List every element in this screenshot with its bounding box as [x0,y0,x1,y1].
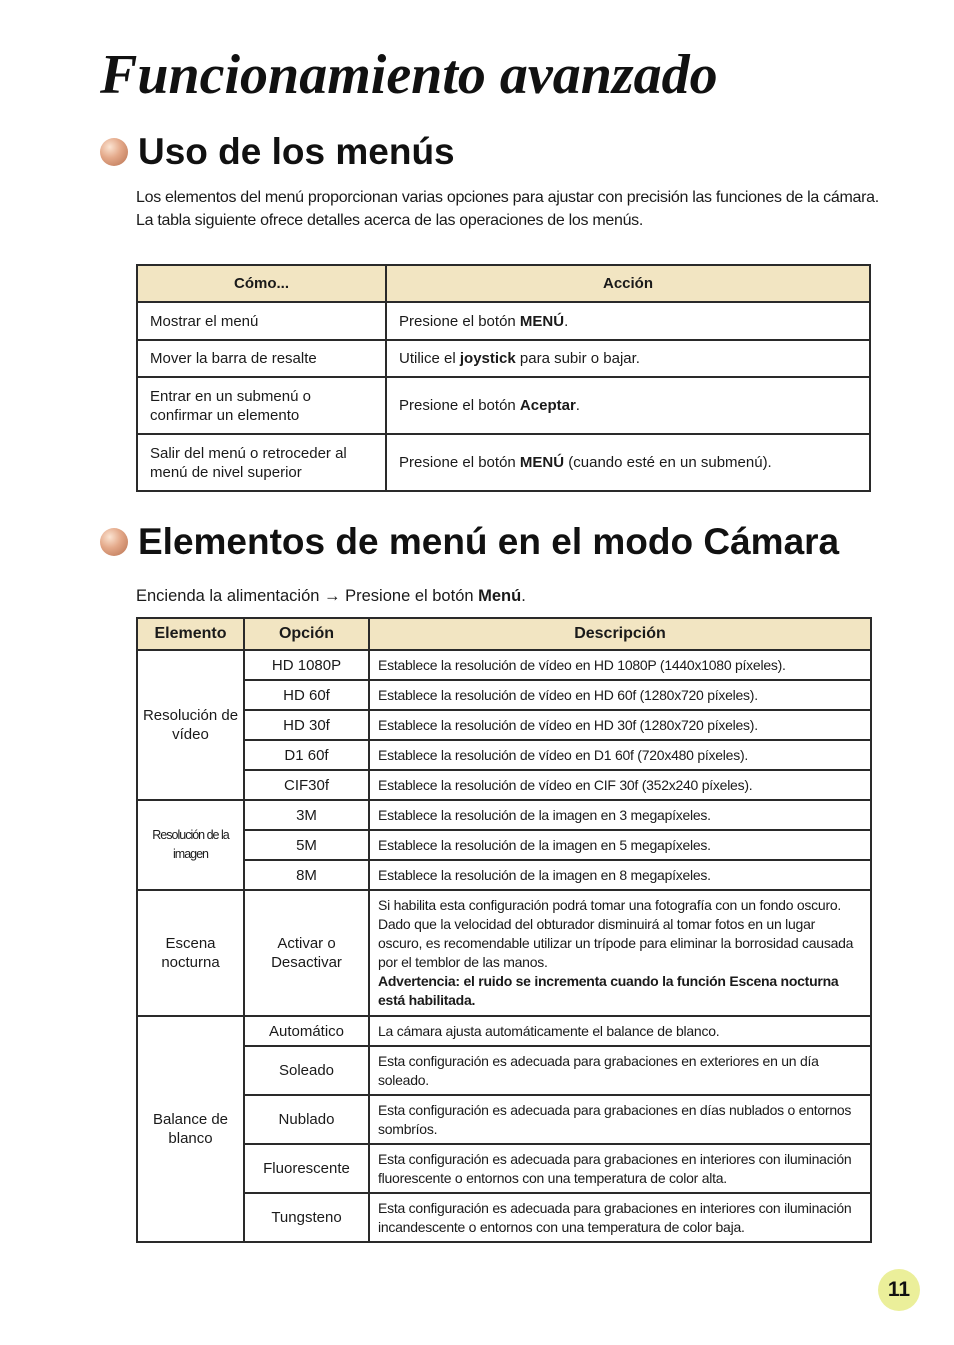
cell-description: Esta configuración es adecuada para grabaciones en interiores con iluminación incandescente o entornos con una temperatura de color baja. [369,1193,871,1242]
cell-option: HD 60f [244,680,369,710]
action-text: Presione el botón [399,312,520,330]
cell-option: 8M [244,860,369,890]
cell-action [386,302,870,340]
table-row [137,1193,871,1242]
column-header-how: Cómo... [137,265,386,302]
column-header-description: Descripción [369,618,871,650]
table-row [137,1046,871,1095]
section-bullet-icon [100,528,128,556]
cell-element: Resolución de la imagen [137,800,244,890]
page-number-badge: 11 [878,1269,920,1311]
column-header-action: Acción [386,265,870,302]
action-text: . [564,312,569,330]
cell-description: Establece la resolución de vídeo en CIF 30f (352x240 píxeles). [369,770,871,800]
cell-description: Establece la resolución de la imagen en 8 megapíxeles. [369,860,871,890]
warning-text: Advertencia: el ruido se incrementa cuando la función Escena nocturna está habilitada. [378,973,839,1008]
table-row [137,434,870,491]
action-text: (cuando esté en un submenú). [564,454,772,471]
table-row [137,740,871,770]
cell-description: Establece la resolución de la imagen en 3 megapíxeles. [369,800,871,830]
menu-operations-table [136,264,871,492]
cell-description: Establece la resolución de vídeo en HD 60f (1280x720 píxeles). [369,680,871,710]
instruction-keyword: Menú [478,587,522,605]
table-row [137,890,871,1016]
action-text: Presione el botón [399,397,520,414]
action-text: Presione el botón [399,454,520,471]
cell-element: Resolución de vídeo [137,650,244,800]
page-title: Funcionamiento avanzado [100,44,718,106]
cell-description [369,890,871,1016]
cell-description: La cámara ajusta automáticamente el balance de blanco. [369,1016,871,1046]
cell-option: 5M [244,830,369,860]
cell-element: Escena nocturna [137,890,244,1016]
cell-description: Establece la resolución de la imagen en 5 megapíxeles. [369,830,871,860]
table-row [137,1095,871,1144]
table-row [137,650,871,680]
cell-description: Esta configuración es adecuada para grabaciones en interiores con iluminación fluorescente o entornos con una temperatura de color alta. [369,1144,871,1193]
cell-description: Establece la resolución de vídeo en HD 1080P (1440x1080 píxeles). [369,650,871,680]
cell-option: CIF30f [244,770,369,800]
cell-option: Fluorescente [244,1144,369,1193]
cell-element: Balance de blanco [137,1016,244,1242]
table-row [137,680,871,710]
cell-action [386,340,870,377]
table-row [137,710,871,740]
table-row [137,800,871,830]
cell-option: HD 30f [244,710,369,740]
cell-option: Activar o Desactivar [244,890,369,1016]
instruction-text: Encienda la alimentación → Presione el botón [136,587,479,605]
action-keyword: MENÚ [519,454,565,471]
table-header-row [137,618,871,650]
cell-option: D1 60f [244,740,369,770]
description-text: Si habilita esta configuración podrá tomar una fotografía con un fondo oscuro. Dado que la velocidad del obturador disminuirá al tomar fotos en un lugar oscuro, es recomendable utilizar un trípode para eliminar la borrosidad causada por el temblor de las manos. [378,897,854,970]
cell-how: Mostrar el menú [137,302,386,340]
section-heading-menus [100,130,455,174]
cell-description: Establece la resolución de vídeo en HD 30f (1280x720 píxeles). [369,710,871,740]
cell-how: Mover la barra de resalte [137,340,386,377]
table-row [137,377,870,434]
cell-action [386,377,870,434]
column-header-element: Elemento [137,618,244,650]
cell-option: HD 1080P [244,650,369,680]
section-heading-camera-mode [100,520,839,564]
menu-instruction [136,585,526,607]
cell-action [386,434,870,491]
intro-line: Los elementos del menú proporcionan varias opciones para ajustar con precisión las funciones de la cámara. [136,189,879,206]
table-row [137,860,871,890]
action-keyword: Aceptar [519,397,576,414]
table-row [137,1144,871,1193]
cell-option: 3M [244,800,369,830]
cell-option: Tungsteno [244,1193,369,1242]
cell-how: Salir del menú o retroceder al menú de nivel superior [137,434,386,491]
section-bullet-icon [100,138,128,166]
table-row [137,830,871,860]
cell-option: Soleado [244,1046,369,1095]
cell-description: Esta configuración es adecuada para grabaciones en exteriores en un día soleado. [369,1046,871,1095]
action-text: . [575,397,580,414]
cell-option: Automático [244,1016,369,1046]
table-row [137,340,870,377]
table-row [137,302,870,340]
action-keyword: joystick [459,350,516,367]
section-title: Uso de los menús [138,131,455,172]
action-keyword: MENÚ [519,312,565,330]
section-title: Elementos de menú en el modo Cámara [138,521,840,562]
table-header-row [137,265,870,302]
table-row [137,1016,871,1046]
cell-description: Establece la resolución de vídeo en D1 60f (720x480 píxeles). [369,740,871,770]
cell-option: Nublado [244,1095,369,1144]
action-text: Utilice el [399,350,460,367]
cell-description: Esta configuración es adecuada para grabaciones en días nublados o entornos sombríos. [369,1095,871,1144]
intro-line: La tabla siguiente ofrece detalles acerca de las operaciones de los menús. [136,212,644,229]
camera-menu-table [136,617,872,1243]
cell-how: Entrar en un submenú o confirmar un elemento [137,377,386,434]
action-text: para subir o bajar. [515,350,640,367]
intro-paragraph [136,186,896,232]
table-row [137,770,871,800]
instruction-text: . [521,587,526,605]
column-header-option: Opción [244,618,369,650]
